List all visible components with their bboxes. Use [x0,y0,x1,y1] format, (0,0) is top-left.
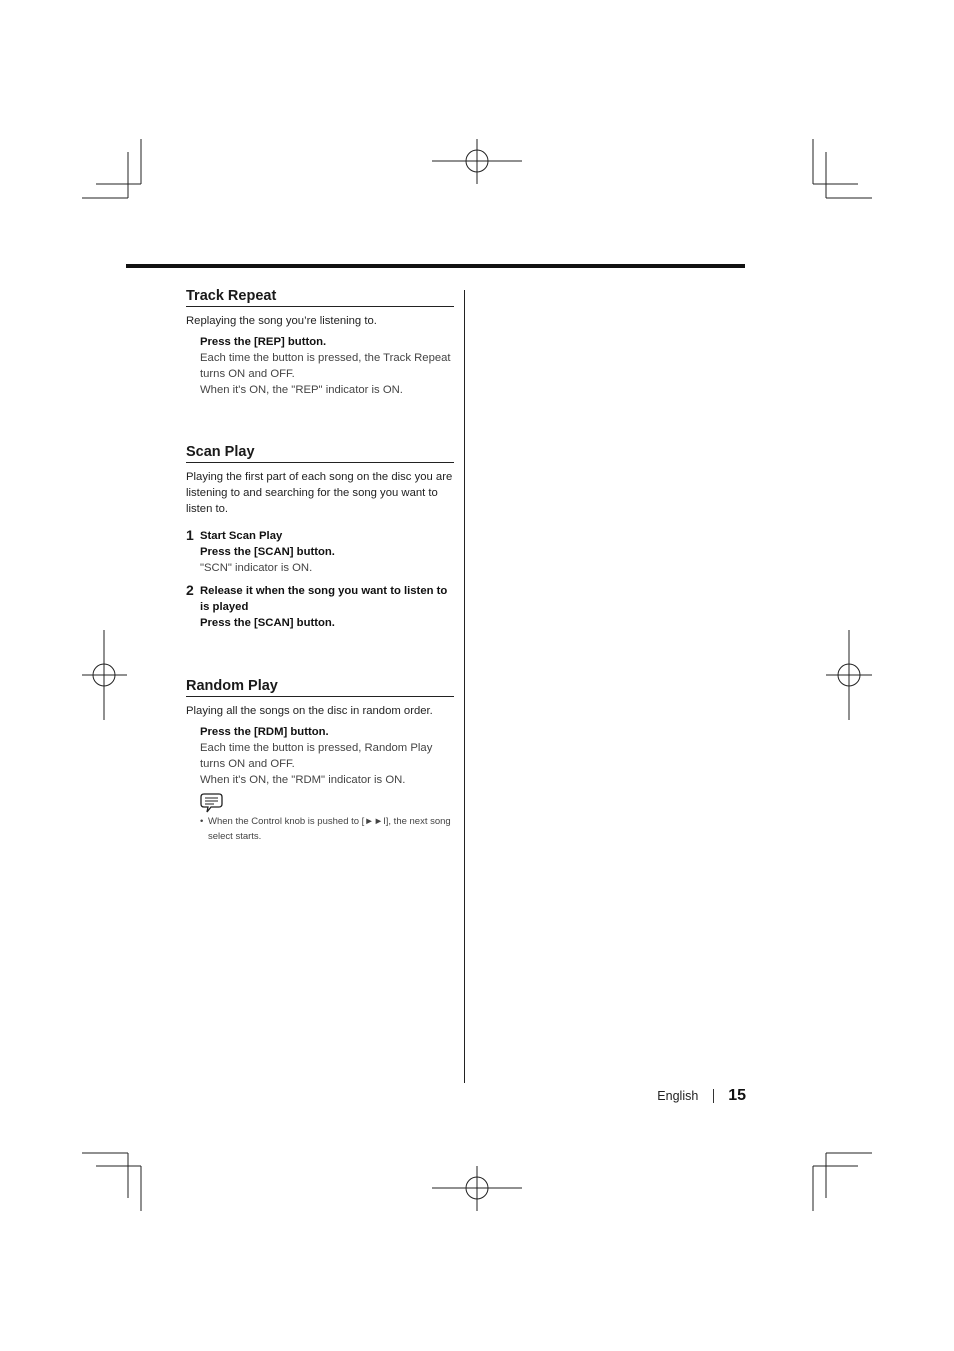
section-scan-play [186,444,454,631]
note-bullet-item [186,814,454,844]
instruction-block [200,724,454,788]
column-divider [464,290,465,1083]
page-footer [600,1087,746,1107]
instruction-action: Press the [RDM] button. [200,726,329,738]
instruction-description: Each time the button is pressed, the Track Repeat turns ON and OFF. [200,352,451,380]
section-heading: Scan Play [186,444,454,463]
step-note: "SCN" indicator is ON. [200,562,313,574]
footer-divider [713,1089,714,1103]
section-intro: Replaying the song you’re listening to. [186,315,377,327]
step-action: Press the [SCAN] button. [200,546,335,558]
step-action: Press the [SCAN] button. [200,617,335,629]
instruction-description: Each time the button is pressed, Random Play turns ON and OFF. [200,742,433,770]
section-random-play [186,678,454,844]
step-number: 2 [186,582,194,598]
section-intro: Playing the first part of each song on the disc you are listening to and searching for the song you want to listen to. [186,471,453,515]
top-rule [126,264,745,268]
step-title: Release it when the song you want to listen to is played [200,585,448,613]
step-item [186,528,454,576]
step-number: 1 [186,527,194,543]
section-heading: Random Play [186,678,454,697]
instruction-indicator-note: When it's ON, the "REP" indicator is ON. [200,384,403,396]
note-speech-bubble-icon [200,792,224,814]
instruction-action: Press the [REP] button. [200,336,327,348]
instruction-indicator-note: When it's ON, the "RDM" indicator is ON. [200,774,406,786]
section-track-repeat [186,288,454,398]
bullet-dot: • [200,816,204,827]
step-item [186,583,454,631]
page-number: 15 [728,1087,746,1104]
section-heading: Track Repeat [186,288,454,307]
instruction-block [200,334,454,398]
note-text: When the Control knob is pushed to [►►I], the next song select starts. [208,816,451,842]
section-intro: Playing all the songs on the disc in random order. [186,705,433,717]
footer-language: English [657,1089,699,1103]
step-title: Start Scan Play [200,530,283,542]
